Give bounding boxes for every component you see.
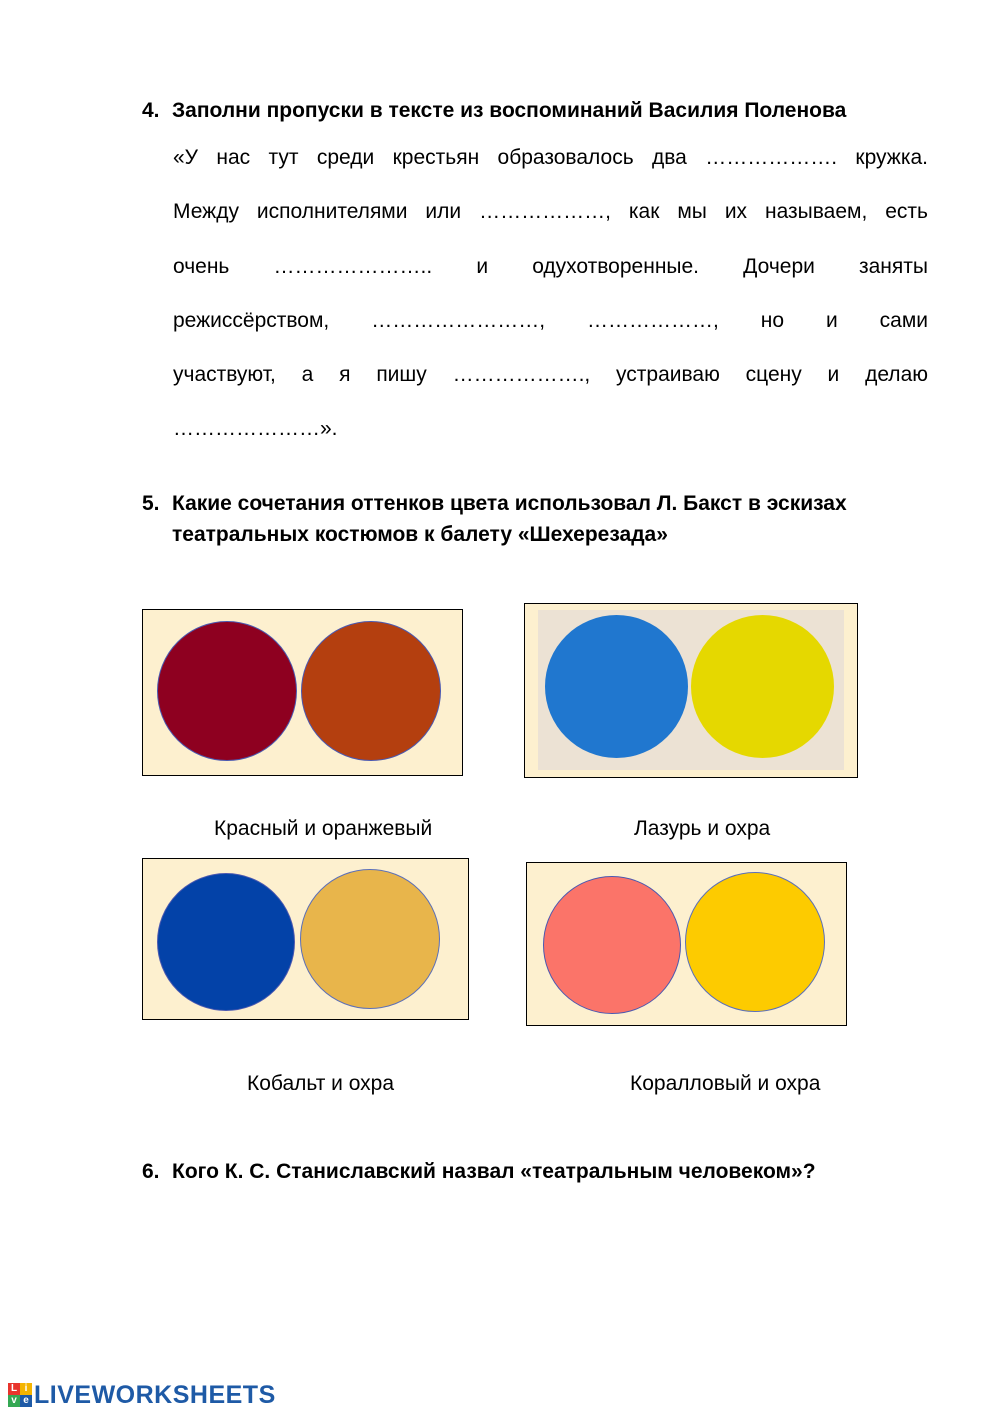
color-circle-right [300, 869, 440, 1009]
question-number: 6. [142, 1160, 160, 1183]
color-circle-right [685, 872, 825, 1012]
color-circle-left [543, 876, 681, 1014]
swatch-caption: Коралловый и охра [630, 1072, 821, 1095]
color-swatch-azure-ochre [524, 603, 858, 778]
color-swatch-coral-ochre [526, 862, 847, 1026]
color-swatch-cobalt-ochre [142, 858, 469, 1020]
color-circle-right [301, 621, 441, 761]
passage-line: участвуют, а я пишу ………………., устраиваю сцену и делаю [173, 363, 928, 387]
swatch-caption: Кобальт и охра [247, 1072, 395, 1095]
question-5 [142, 488, 932, 550]
logo-mark-letter: L [8, 1383, 20, 1395]
swatch-caption: Лазурь и охра [634, 817, 771, 840]
question-title: Заполни пропуски в тексте из воспоминаний Василия Поленова [172, 99, 847, 122]
logo-mark-letter: e [20, 1395, 32, 1407]
color-swatch-red-orange [142, 609, 463, 776]
color-circle-left [157, 621, 297, 761]
logo-text: LIVEWORKSHEETS [34, 1380, 276, 1409]
question-6 [142, 1156, 932, 1187]
question-4 [142, 95, 932, 126]
fill-in-passage [173, 136, 928, 462]
color-circle-left [545, 615, 688, 758]
passage-line: «У нас тут среди крестьян образовалось два ………………. кружка. [173, 146, 928, 169]
question-number: 4. [142, 99, 160, 122]
question-title: Какие сочетания оттенков цвета использовал Л. Бакст в эскизах театральных костюмов к балету «Шехерезада» [172, 492, 847, 546]
color-circle-left [157, 873, 295, 1011]
passage-line: Между исполнителями или ………………, как мы их называем, есть [173, 200, 928, 224]
color-circle-right [691, 615, 834, 758]
logo-icon [8, 1383, 32, 1407]
logo-mark-letter: v [8, 1395, 20, 1407]
passage-line: очень ………………….. и одухотворенные. Дочери заняты [173, 254, 928, 278]
swatch-caption: Красный и оранжевый [214, 817, 433, 840]
liveworksheets-logo [8, 1380, 276, 1410]
question-title: Кого К. С. Станиславский назвал «театральным человеком»? [172, 1160, 816, 1183]
passage-line: режиссёрством, ……………………, ………………, но и сами [173, 308, 928, 332]
question-number: 5. [142, 492, 160, 515]
passage-line: …………………». [173, 417, 338, 441]
logo-mark-letter: i [20, 1383, 32, 1395]
